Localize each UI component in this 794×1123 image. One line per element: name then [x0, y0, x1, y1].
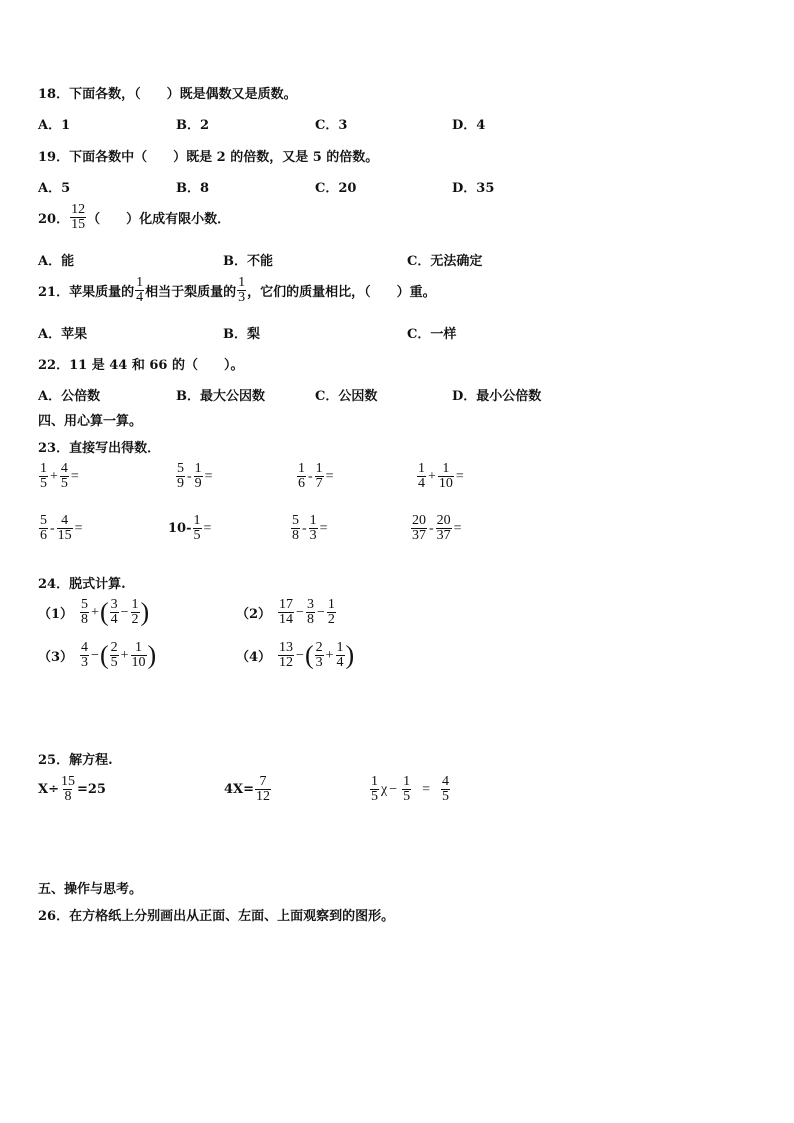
equals-sign: =	[319, 520, 328, 536]
operator: +	[50, 468, 58, 484]
q24-item-4	[236, 641, 354, 670]
q20-stem	[38, 203, 230, 232]
fraction	[131, 641, 147, 670]
denominator: 5	[403, 789, 411, 804]
q23-item-1	[38, 462, 80, 491]
q19-option-c: C．20	[315, 181, 357, 196]
denominator: 3	[81, 655, 89, 670]
numerator: 4	[61, 513, 69, 528]
numerator: 1	[315, 461, 323, 476]
numerator: 4	[60, 461, 68, 476]
denominator: 15	[71, 217, 86, 232]
equals-sign: =	[203, 520, 212, 536]
q23-item-5	[38, 514, 84, 543]
numerator: 5	[292, 513, 299, 528]
numerator: 1	[135, 640, 143, 655]
fraction	[80, 598, 89, 627]
q21-option-b: B．梨	[223, 327, 260, 342]
operator: −	[120, 604, 129, 620]
operator: -	[308, 468, 313, 484]
numerator: 1	[371, 774, 378, 789]
numerator: 1	[40, 461, 47, 476]
q21-fraction-2	[237, 276, 246, 305]
q21-option-c: C．一样	[407, 327, 457, 342]
numerator: 5	[81, 597, 89, 612]
denominator: 5	[60, 476, 68, 491]
operator: -	[50, 520, 55, 536]
numerator: 1	[418, 461, 425, 476]
q21-part3: ，它们的质量相比，（ ）重。	[247, 285, 436, 300]
operator: −	[91, 647, 99, 663]
q24-item-1	[38, 598, 149, 627]
item-label: （1）	[38, 607, 74, 622]
fraction	[193, 514, 202, 543]
fraction	[60, 775, 76, 804]
q21-option-a: A．苹果	[38, 327, 88, 342]
fraction	[278, 598, 294, 627]
numerator: 2	[315, 640, 323, 655]
denominator: 6	[298, 476, 305, 491]
q21-fraction-1	[135, 276, 144, 305]
q23-item-6	[168, 514, 212, 543]
numerator: 15	[60, 774, 75, 789]
q18-option-b: B．2	[176, 118, 210, 133]
right-paren: )	[140, 597, 150, 627]
q19-option-d: D．35	[452, 181, 495, 196]
numerator: 20	[436, 513, 451, 528]
q18-option-c: C．3	[315, 118, 348, 133]
numerator: 1	[403, 774, 411, 789]
left-paren: (	[99, 597, 109, 627]
numerator: 1	[442, 461, 450, 476]
numerator: 1	[298, 461, 305, 476]
item-label: （2）	[236, 607, 272, 622]
numerator: 3	[306, 597, 314, 612]
denominator: 5	[110, 655, 118, 670]
denominator: 14	[279, 612, 294, 627]
denominator: 5	[371, 789, 378, 804]
denominator: 3	[315, 655, 323, 670]
numerator: 1	[131, 597, 139, 612]
denominator: 3	[309, 528, 317, 543]
denominator: 37	[436, 528, 451, 543]
q23-item-4	[416, 462, 465, 491]
fraction	[438, 462, 454, 491]
denominator: 10	[131, 655, 146, 670]
fraction	[411, 514, 427, 543]
fraction	[291, 514, 300, 543]
q24-item-2	[236, 598, 337, 627]
numerator: 12	[71, 202, 86, 217]
prefix: 4X=	[224, 782, 255, 797]
q22-option-d: D．最小公倍数	[452, 389, 542, 404]
numerator: 7	[259, 774, 267, 789]
numerator: 1	[327, 597, 335, 612]
left-paren: (	[99, 640, 109, 670]
numerator: 17	[279, 597, 294, 612]
fraction	[441, 775, 450, 804]
left-paren: (	[304, 640, 314, 670]
numerator: 1	[136, 275, 144, 290]
q26-stem: 26．在方格纸上分别画出从正面、左面、上面观察到的图形。	[38, 909, 395, 924]
numerator: 3	[110, 597, 118, 612]
equals-sign: =	[453, 520, 462, 536]
q18-option-d: D．4	[452, 118, 486, 133]
denominator: 4	[418, 476, 425, 491]
fraction	[80, 641, 89, 670]
q22-option-c: C．公因数	[315, 389, 378, 404]
fraction	[306, 598, 315, 627]
fraction	[402, 775, 411, 804]
denominator: 6	[40, 528, 47, 543]
denominator: 8	[64, 789, 72, 804]
prefix: X÷	[38, 782, 59, 797]
denominator: 4	[110, 612, 118, 627]
numerator: 5	[40, 513, 47, 528]
fraction	[39, 462, 48, 491]
fraction	[194, 462, 203, 491]
q24-stem: 24．脱式计算.	[38, 577, 126, 592]
denominator: 15	[57, 528, 72, 543]
numerator: 1	[194, 461, 202, 476]
numerator: 4	[81, 640, 89, 655]
equals-sign: =	[455, 468, 464, 484]
fraction	[436, 514, 452, 543]
equals-sign: =	[204, 468, 213, 484]
q23-item-2	[175, 462, 214, 491]
fraction	[110, 641, 119, 670]
variable: χ	[381, 781, 388, 797]
q19-stem: 19．下面各数中（ ）既是 2 的倍数，又是 5 的倍数。	[38, 150, 379, 165]
numerator: 2	[110, 640, 118, 655]
section-5-heading: 五、操作与思考。	[38, 882, 143, 897]
fraction	[60, 462, 69, 491]
denominator: 3	[238, 290, 246, 305]
q20-option-a: A．能	[38, 254, 75, 269]
q20-number: 20．	[38, 212, 70, 227]
operator: −	[389, 781, 398, 797]
q23-item-8	[410, 514, 463, 543]
numerator: 1	[309, 513, 317, 528]
numerator: 20	[412, 513, 426, 528]
denominator: 10	[438, 476, 453, 491]
q20-fraction	[70, 203, 86, 232]
denominator: 7	[315, 476, 323, 491]
fraction	[110, 598, 119, 627]
operator: +	[428, 468, 436, 484]
denominator: 4	[336, 655, 344, 670]
denominator: 4	[136, 290, 144, 305]
fraction	[57, 514, 73, 543]
q21-part2: 相当于梨质量的	[145, 285, 237, 300]
operator: -	[187, 468, 192, 484]
q25-equation-1	[38, 775, 106, 804]
denominator: 9	[177, 476, 184, 491]
suffix: =25	[76, 782, 106, 797]
q22-option-b: B．最大公因数	[176, 389, 265, 404]
numerator: 1	[336, 640, 344, 655]
denominator: 2	[131, 612, 139, 627]
numerator: 1	[238, 275, 246, 290]
equals-sign: =	[422, 781, 431, 797]
fraction	[176, 462, 185, 491]
denominator: 9	[194, 476, 202, 491]
denominator: 5	[442, 789, 450, 804]
q19-option-b: B．8	[176, 181, 210, 196]
fraction	[278, 641, 294, 670]
operator: -	[302, 520, 307, 536]
q22-option-a: A．公倍数	[38, 389, 101, 404]
q22-stem: 22．11 是 44 和 66 的（ ）。	[38, 358, 244, 373]
fraction	[327, 598, 336, 627]
fraction	[297, 462, 306, 491]
equals-sign: =	[70, 468, 79, 484]
numerator: 13	[279, 640, 294, 655]
q25-equation-3	[369, 775, 451, 804]
denominator: 8	[306, 612, 314, 627]
fraction	[417, 462, 426, 491]
right-paren: )	[345, 640, 355, 670]
q23-item-7	[290, 514, 329, 543]
q20-option-b: B．不能	[223, 254, 273, 269]
denominator: 37	[412, 528, 426, 543]
q23-item-3	[296, 462, 335, 491]
q25-stem: 25．解方程.	[38, 753, 113, 768]
numerator: 1	[193, 513, 201, 528]
fraction	[39, 514, 48, 543]
q18-stem: 18．下面各数，（ ）既是偶数又是质数。	[38, 87, 297, 102]
item-label: （3）	[38, 650, 74, 665]
fraction	[370, 775, 379, 804]
operator: +	[91, 604, 99, 620]
right-paren: )	[147, 640, 157, 670]
operator: -	[429, 520, 434, 536]
q21-stem	[38, 276, 436, 305]
fraction	[336, 641, 345, 670]
q25-equation-2	[224, 775, 272, 804]
section-4-heading: 四、用心算一算。	[38, 414, 143, 429]
q23-stem: 23．直接写出得数．	[38, 441, 161, 456]
denominator: 5	[40, 476, 47, 491]
operator: +	[325, 647, 334, 663]
q18-option-a: A．1	[38, 118, 71, 133]
operator: −	[296, 604, 304, 620]
fraction	[255, 775, 271, 804]
fraction	[315, 462, 324, 491]
operator: +	[120, 647, 129, 663]
denominator: 5	[193, 528, 201, 543]
q24-item-3	[38, 641, 156, 670]
fraction	[131, 598, 140, 627]
q19-option-a: A．5	[38, 181, 71, 196]
denominator: 8	[81, 612, 89, 627]
denominator: 8	[292, 528, 299, 543]
denominator: 2	[327, 612, 335, 627]
q20-option-c: C．无法确定	[407, 254, 483, 269]
denominator: 12	[256, 789, 271, 804]
item-label: （4）	[236, 650, 272, 665]
equals-sign: =	[74, 520, 83, 536]
fraction	[315, 641, 324, 670]
operator: −	[316, 604, 325, 620]
q21-part1: 21．苹果质量的	[38, 285, 135, 300]
numerator: 5	[177, 461, 184, 476]
prefix: 10-	[168, 521, 192, 536]
numerator: 4	[442, 774, 450, 789]
denominator: 12	[279, 655, 294, 670]
operator: −	[296, 647, 304, 663]
equals-sign: =	[325, 468, 334, 484]
q20-tail: （ ）化成有限小数．	[87, 212, 231, 227]
fraction	[309, 514, 318, 543]
